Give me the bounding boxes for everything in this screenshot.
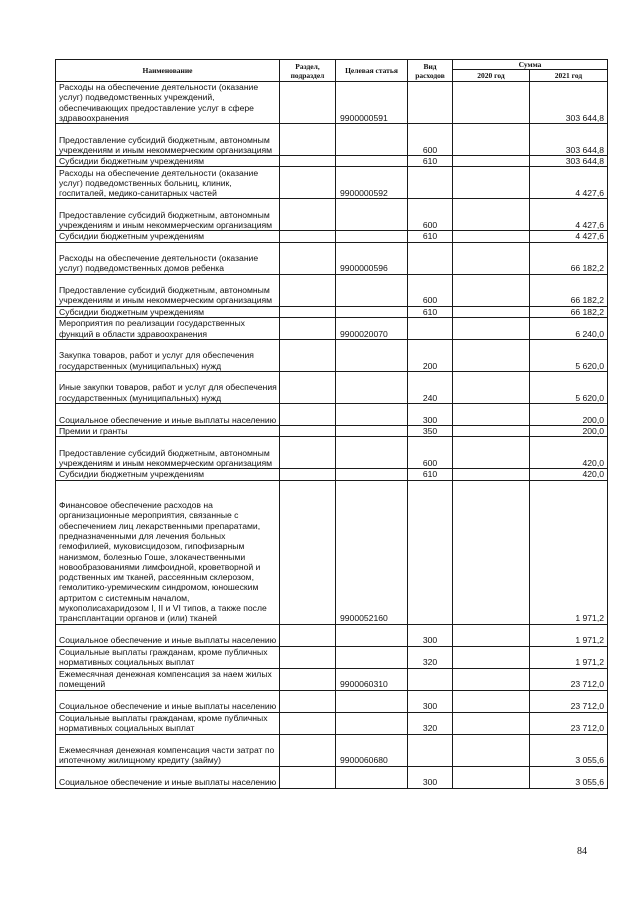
cell-kind: 610 — [408, 156, 453, 167]
table-row — [56, 231, 608, 242]
cell-name: Закупка товаров, работ и услуг для обеспечения государственных (муниципальных) нужд — [56, 340, 280, 372]
cell-y2020 — [453, 690, 530, 712]
table-row — [56, 646, 608, 668]
cell-target — [336, 712, 408, 734]
cell-y2021: 23 712,0 — [530, 712, 608, 734]
cell-kind: 600 — [408, 274, 453, 306]
cell-kind — [408, 734, 453, 766]
table-row — [56, 437, 608, 469]
header-year-2020: 2020 год — [453, 70, 530, 82]
cell-kind: 200 — [408, 340, 453, 372]
cell-kind: 320 — [408, 646, 453, 668]
cell-y2020 — [453, 426, 530, 437]
cell-target — [336, 274, 408, 306]
cell-y2021: 23 712,0 — [530, 690, 608, 712]
cell-target — [336, 426, 408, 437]
cell-y2020 — [453, 668, 530, 690]
cell-kind: 600 — [408, 437, 453, 469]
cell-y2021: 1 971,2 — [530, 624, 608, 646]
cell-name: Субсидии бюджетным учреждениям — [56, 306, 280, 317]
cell-name: Предоставление субсидий бюджетным, автономным учреждениям и иным некоммерческим организациям — [56, 437, 280, 469]
cell-y2021: 1 971,2 — [530, 646, 608, 668]
cell-y2020 — [453, 199, 530, 231]
cell-section — [280, 734, 336, 766]
cell-y2021: 1 971,2 — [530, 480, 608, 624]
table-row — [56, 306, 608, 317]
cell-y2021: 200,0 — [530, 404, 608, 426]
cell-kind — [408, 318, 453, 340]
table-row — [56, 404, 608, 426]
table-row — [56, 124, 608, 156]
cell-target — [336, 306, 408, 317]
cell-kind — [408, 82, 453, 124]
cell-kind: 240 — [408, 372, 453, 404]
cell-y2021: 5 620,0 — [530, 340, 608, 372]
cell-section — [280, 690, 336, 712]
cell-target: 9900060310 — [336, 668, 408, 690]
table-row — [56, 469, 608, 480]
cell-name: Предоставление субсидий бюджетным, автономным учреждениям и иным некоммерческим организациям — [56, 199, 280, 231]
cell-y2020 — [453, 156, 530, 167]
cell-target — [336, 646, 408, 668]
cell-section — [280, 167, 336, 199]
cell-name: Ежемесячная денежная компенсация за наем жилых помещений — [56, 668, 280, 690]
table-row — [56, 372, 608, 404]
cell-kind — [408, 167, 453, 199]
cell-name: Социальное обеспечение и иные выплаты населению — [56, 624, 280, 646]
cell-name: Иные закупки товаров, работ и услуг для обеспечения государственных (муниципальных) нужд — [56, 372, 280, 404]
cell-y2020 — [453, 274, 530, 306]
cell-name: Предоставление субсидий бюджетным, автономным учреждениям и иным некоммерческим организациям — [56, 124, 280, 156]
cell-section — [280, 340, 336, 372]
cell-name: Расходы на обеспечение деятельности (оказание услуг) подведомственных больниц, клиник, госпиталей, медико-санитарных частей — [56, 167, 280, 199]
cell-kind: 600 — [408, 124, 453, 156]
cell-section — [280, 124, 336, 156]
cell-y2020 — [453, 734, 530, 766]
cell-y2020 — [453, 124, 530, 156]
cell-y2021: 303 644,8 — [530, 82, 608, 124]
cell-y2021: 66 182,2 — [530, 242, 608, 274]
cell-kind — [408, 668, 453, 690]
cell-y2021: 303 644,8 — [530, 156, 608, 167]
cell-kind: 610 — [408, 469, 453, 480]
cell-section — [280, 712, 336, 734]
cell-target: 9900060680 — [336, 734, 408, 766]
table-row — [56, 318, 608, 340]
cell-y2021: 420,0 — [530, 469, 608, 480]
cell-target: 9900052160 — [336, 480, 408, 624]
cell-section — [280, 242, 336, 274]
cell-target — [336, 437, 408, 469]
cell-y2020 — [453, 82, 530, 124]
cell-y2021: 3 055,6 — [530, 766, 608, 788]
cell-section — [280, 306, 336, 317]
cell-y2021: 200,0 — [530, 426, 608, 437]
cell-y2021: 4 427,6 — [530, 231, 608, 242]
cell-kind: 610 — [408, 306, 453, 317]
cell-target — [336, 156, 408, 167]
cell-section — [280, 480, 336, 624]
cell-target — [336, 469, 408, 480]
cell-y2020 — [453, 624, 530, 646]
cell-y2021: 303 644,8 — [530, 124, 608, 156]
cell-y2021: 66 182,2 — [530, 306, 608, 317]
cell-kind: 320 — [408, 712, 453, 734]
table-row — [56, 199, 608, 231]
cell-target: 9900000591 — [336, 82, 408, 124]
table-row — [56, 624, 608, 646]
cell-kind: 300 — [408, 766, 453, 788]
header-name: Наименование — [56, 60, 280, 82]
cell-section — [280, 624, 336, 646]
cell-target — [336, 231, 408, 242]
table-row — [56, 690, 608, 712]
cell-y2020 — [453, 480, 530, 624]
cell-section — [280, 668, 336, 690]
cell-section — [280, 274, 336, 306]
cell-y2020 — [453, 231, 530, 242]
cell-section — [280, 766, 336, 788]
table-body — [56, 82, 608, 789]
cell-name: Субсидии бюджетным учреждениям — [56, 156, 280, 167]
cell-y2020 — [453, 318, 530, 340]
cell-y2021: 4 427,6 — [530, 167, 608, 199]
cell-target: 9900000596 — [336, 242, 408, 274]
cell-y2021: 3 055,6 — [530, 734, 608, 766]
cell-target — [336, 690, 408, 712]
table-row — [56, 340, 608, 372]
cell-kind: 300 — [408, 624, 453, 646]
cell-section — [280, 82, 336, 124]
cell-section — [280, 199, 336, 231]
cell-target — [336, 766, 408, 788]
table-row — [56, 242, 608, 274]
cell-kind — [408, 480, 453, 624]
cell-section — [280, 469, 336, 480]
cell-name: Расходы на обеспечение деятельности (оказание услуг) подведомственных учреждений, обеспечивающих предоставление услуг в сфере здравоохранения — [56, 82, 280, 124]
table-row — [56, 82, 608, 124]
table-row — [56, 274, 608, 306]
cell-section — [280, 318, 336, 340]
cell-y2021: 23 712,0 — [530, 668, 608, 690]
cell-y2020 — [453, 167, 530, 199]
cell-section — [280, 156, 336, 167]
cell-name: Субсидии бюджетным учреждениям — [56, 231, 280, 242]
cell-target — [336, 340, 408, 372]
cell-section — [280, 231, 336, 242]
cell-y2021: 420,0 — [530, 437, 608, 469]
cell-name: Предоставление субсидий бюджетным, автономным учреждениям и иным некоммерческим организациям — [56, 274, 280, 306]
cell-section — [280, 437, 336, 469]
cell-name: Финансовое обеспечение расходов на организационные мероприятия, связанные с обеспечением лиц лекарственными препаратами, предназначенными для лечения больных гемофилией, муковисцидозом, гипофизарным нанизмом, болезнью Гоше, злокачественными новообразованиями лимфоидной, кроветворной и родственных им тканей, рассеянным склерозом, гемолитико-уремическим синдромом, юношеским артритом с системным началом, мукополисахаридозом I, II и VI типов, а также после трансплантации органов и (или) тканей — [56, 480, 280, 624]
cell-name: Мероприятия по реализации государственных функций в области здравоохранения — [56, 318, 280, 340]
cell-y2020 — [453, 306, 530, 317]
cell-kind: 600 — [408, 199, 453, 231]
table-row — [56, 766, 608, 788]
cell-y2020 — [453, 766, 530, 788]
cell-target — [336, 199, 408, 231]
cell-y2021: 5 620,0 — [530, 372, 608, 404]
header-target: Целевая статья — [336, 60, 408, 82]
cell-name: Субсидии бюджетным учреждениям — [56, 469, 280, 480]
cell-section — [280, 646, 336, 668]
cell-target: 9900000592 — [336, 167, 408, 199]
table-row — [56, 167, 608, 199]
cell-name: Социальное обеспечение и иные выплаты населению — [56, 766, 280, 788]
header-kind: Вид расходов — [408, 60, 453, 82]
cell-y2020 — [453, 437, 530, 469]
cell-target — [336, 124, 408, 156]
header-section: Раздел, подраздел — [280, 60, 336, 82]
cell-target — [336, 404, 408, 426]
cell-y2020 — [453, 372, 530, 404]
table-row — [56, 156, 608, 167]
cell-y2020 — [453, 404, 530, 426]
page-number: 84 — [577, 846, 587, 857]
cell-target — [336, 624, 408, 646]
cell-y2020 — [453, 242, 530, 274]
header-sum: Сумма — [453, 60, 608, 70]
cell-name: Социальное обеспечение и иные выплаты населению — [56, 404, 280, 426]
cell-target — [336, 372, 408, 404]
cell-y2021: 66 182,2 — [530, 274, 608, 306]
table-row — [56, 668, 608, 690]
budget-table — [55, 59, 608, 789]
cell-kind: 300 — [408, 690, 453, 712]
header-year-2021: 2021 год — [530, 70, 608, 82]
cell-kind: 350 — [408, 426, 453, 437]
table-row — [56, 712, 608, 734]
table-row — [56, 480, 608, 624]
cell-name: Расходы на обеспечение деятельности (оказание услуг) подведомственных домов ребенка — [56, 242, 280, 274]
cell-section — [280, 404, 336, 426]
cell-target: 9900020070 — [336, 318, 408, 340]
cell-name: Ежемесячная денежная компенсация части затрат по ипотечному жилищному кредиту (займу) — [56, 734, 280, 766]
cell-y2020 — [453, 340, 530, 372]
cell-y2020 — [453, 712, 530, 734]
cell-name: Социальные выплаты гражданам, кроме публичных нормативных социальных выплат — [56, 646, 280, 668]
cell-name: Премии и гранты — [56, 426, 280, 437]
cell-kind — [408, 242, 453, 274]
table-row — [56, 426, 608, 437]
cell-section — [280, 372, 336, 404]
cell-y2020 — [453, 646, 530, 668]
cell-kind: 610 — [408, 231, 453, 242]
cell-kind: 300 — [408, 404, 453, 426]
cell-section — [280, 426, 336, 437]
cell-y2021: 6 240,0 — [530, 318, 608, 340]
table-row — [56, 734, 608, 766]
cell-y2021: 4 427,6 — [530, 199, 608, 231]
cell-name: Социальные выплаты гражданам, кроме публичных нормативных социальных выплат — [56, 712, 280, 734]
cell-y2020 — [453, 469, 530, 480]
cell-name: Социальное обеспечение и иные выплаты населению — [56, 690, 280, 712]
